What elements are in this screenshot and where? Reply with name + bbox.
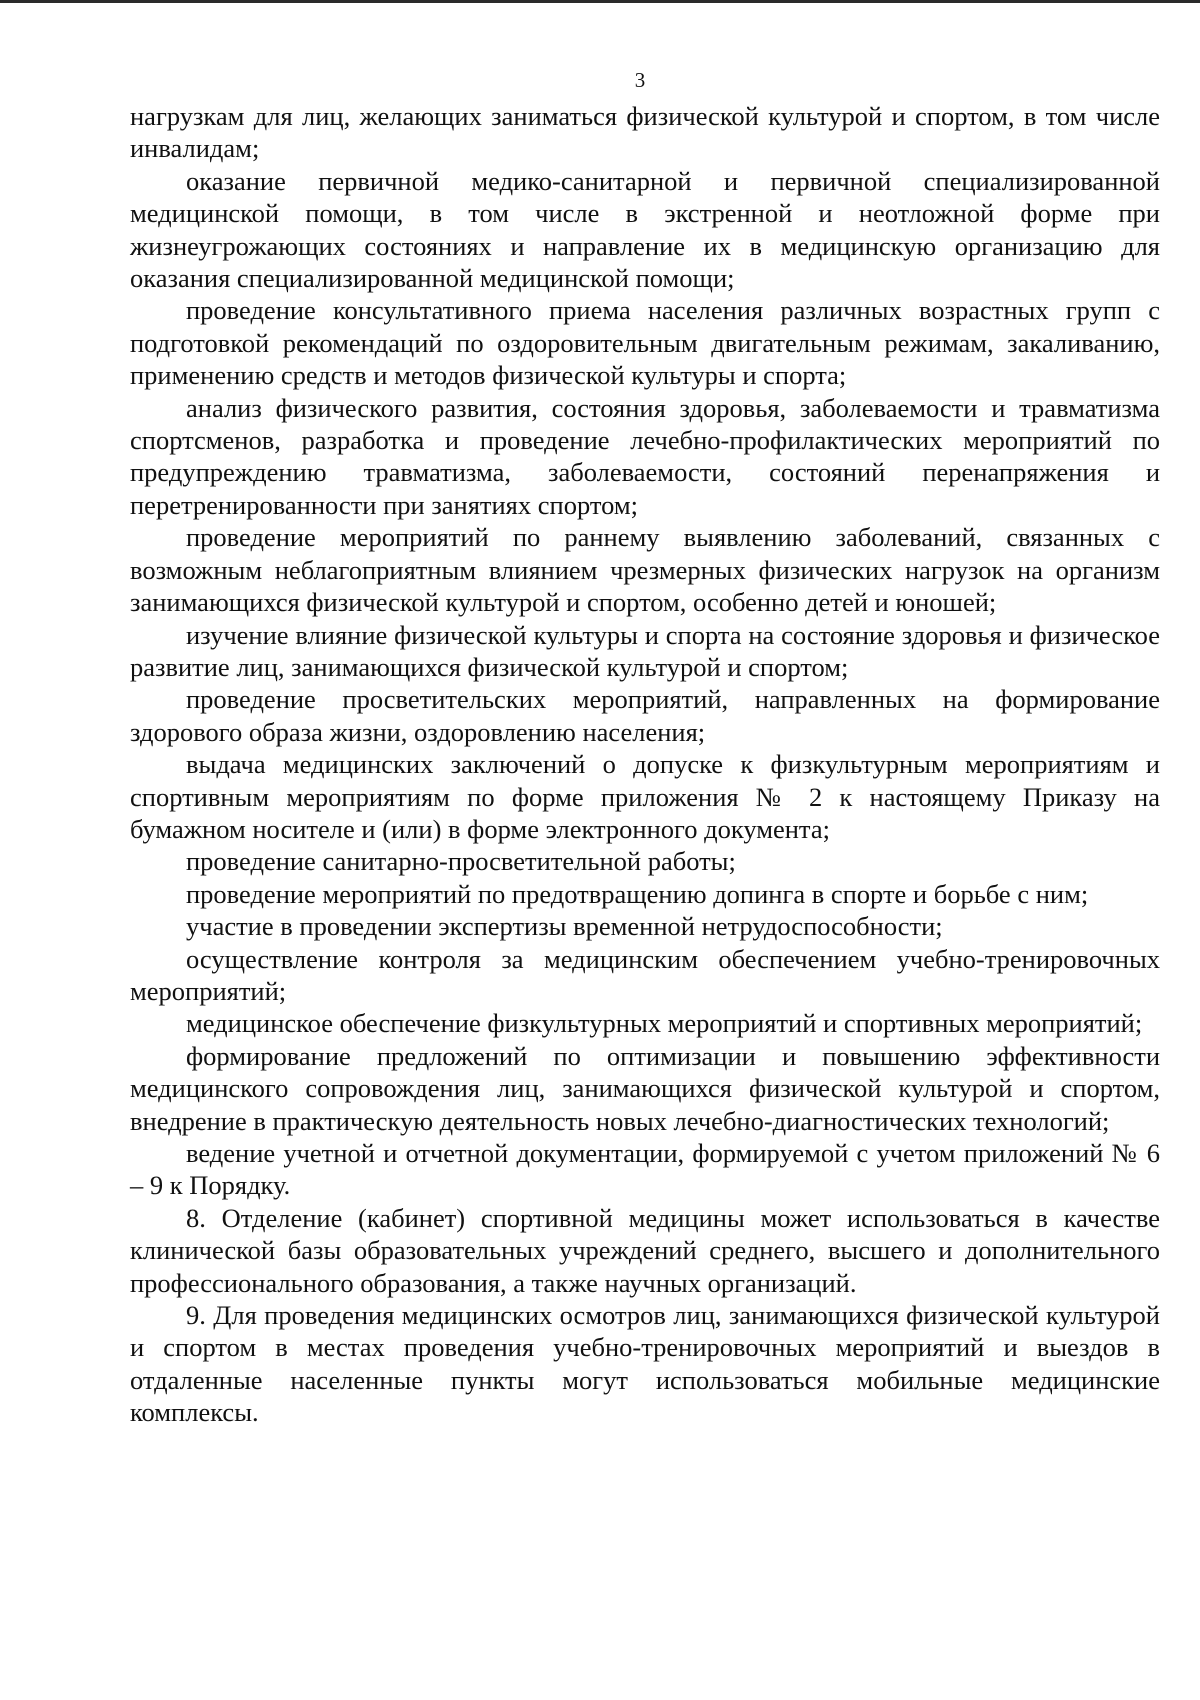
paragraph-2: оказание первичной медико-санитарной и первичной специализированной медицинской помощи, в том числе в экстренной и неотложной форме при жизнеугрожающих состояниях и направление их в медицинскую организацию для оказания специализированной медицинской помощи;	[130, 165, 1160, 294]
paragraph-4: анализ физического развития, состояния здоровья, заболеваемости и травматизма спортсменов, разработка и проведение лечебно-профилактических мероприятий по предупреждению травматизма, заболеваемости, состояний перенапряжения и перетренированности при занятиях спортом;	[130, 392, 1160, 520]
paragraph-12: осуществление контроля за медицинским обеспечением учебно-тренировочных мероприятий;	[130, 943, 1160, 1006]
paragraph-1: нагрузкам для лиц, желающих заниматься физической культурой и спортом, в том числе инвалидам;	[130, 101, 1160, 164]
document-body	[130, 100, 1160, 1429]
page-number: 3	[634, 68, 646, 92]
paragraph-6: изучение влияние физической культуры и спорта на состояние здоровья и физическое развитие лиц, занимающихся физической культурой и спортом;	[130, 619, 1160, 682]
paragraph-8: выдача медицинских заключений о допуске к физкультурным мероприятиям и спортивным мероприятиям по форме приложения № 2 к настоящему Приказу на бумажном носителе и (или) в форме электронного документа;	[130, 749, 1160, 844]
paragraph-13: медицинское обеспечение физкультурных мероприятий и спортивных мероприятий;	[186, 1008, 1143, 1039]
paragraph-17: 9. Для проведения медицинских осмотров лиц, занимающихся физической культурой и спортом в местах проведения учебно-тренировочных мероприятий и выездов в отдаленные населенные пункты могут использоваться мобильные медицинские комплексы.	[130, 1300, 1160, 1428]
page-top-edge	[0, 0, 1200, 3]
paragraph-15: ведение учетной и отчетной документации, формируемой с учетом приложений № 6 – 9 к Порядку.	[130, 1138, 1160, 1201]
paragraph-9: проведение санитарно-просветительной работы;	[186, 846, 736, 877]
paragraph-11: участие в проведении экспертизы временной нетрудоспособности;	[186, 911, 943, 942]
paragraph-5: проведение мероприятий по раннему выявлению заболеваний, связанных с возможным неблагоприятным влиянием чрезмерных физических нагрузок на организм занимающихся физической культурой и спортом, особенно детей и юношей;	[130, 522, 1160, 618]
paragraph-10: проведение мероприятий по предотвращению допинга в спорте и борьбе с ним;	[186, 878, 1089, 909]
paragraph-3: проведение консультативного приема населения различных возрастных групп с подготовкой рекомендаций по оздоровительным двигательным режимам, закаливанию, применению средств и методов физической культуры и спорта;	[130, 295, 1160, 391]
paragraph-16: 8. Отделение (кабинет) спортивной медицины может использоваться в качестве клинической базы образовательных учреждений среднего, высшего и дополнительного профессионального образования, а также научных организаций.	[130, 1202, 1160, 1298]
paragraph-14: формирование предложений по оптимизации и повышению эффективности медицинского сопровождения лиц, занимающихся физической культурой и спортом, внедрение в практическую деятельность новых лечебно-диагностических технологий;	[130, 1040, 1160, 1136]
paragraph-7: проведение просветительских мероприятий, направленных на формирование здорового образа жизни, оздоровлению населения;	[130, 684, 1160, 747]
